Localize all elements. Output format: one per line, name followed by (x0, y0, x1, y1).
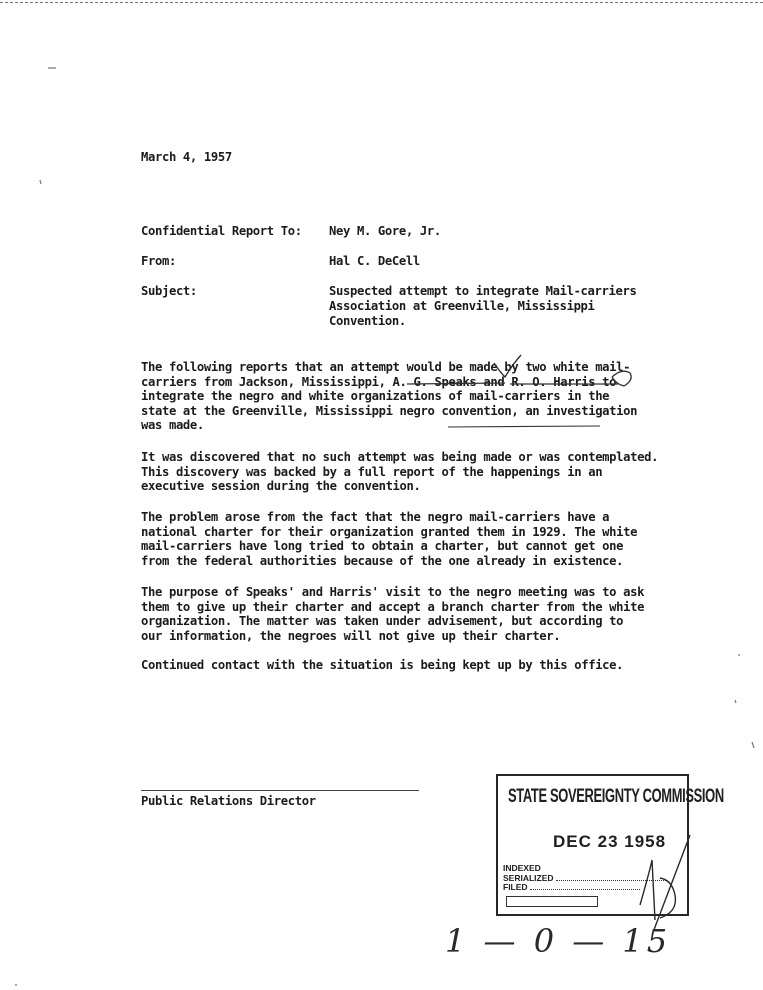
paragraph-2: It was discovered that no such attempt was being made or was contemplated. This discovery was backed by a full report of the happenings in an executive session during the convention. (141, 450, 659, 494)
subject-value: Suspected attempt to integrate Mail-carriers Association at Greenville, Mississippi Convention. (329, 284, 637, 328)
subject-label: Subject: (141, 284, 197, 298)
paragraph-5: Continued contact with the situation is being kept up by this office. (141, 658, 624, 672)
scan-specks (15, 68, 754, 985)
check-mark-1 (494, 355, 521, 377)
underline-speaks (407, 383, 505, 384)
stamp-title: STATE SOVEREIGNTY COMMISSION (508, 786, 724, 807)
paragraph-3: The problem arose from the fact that the negro mail-carriers have a national charter for their organization granted them in 1929. The white mail-carriers have long tried to obtain a charter, but cannot get one from the federal authorities because of the one already in existence. (141, 510, 638, 568)
to-label: Confidential Report To: (141, 224, 302, 238)
from-value: Hal C. DeCell (329, 254, 420, 268)
stamp-field-filed: FILED (503, 883, 666, 893)
from-label: From: (141, 254, 176, 268)
stamp-field-serialized: SERIALIZED (503, 874, 666, 884)
handwritten-file-number: 1 — 0 — 15 (445, 922, 672, 960)
paragraph-1: The following reports that an attempt would be made by two white mail- carriers from Jackson, Mississippi, A. G. Speaks and R. O. Harris to integrate the negro and white organizations of mail-carriers in the state at the Greenville, Mississippi negro convention, an investigation was made. (141, 360, 638, 433)
stamp-date: DEC 23 1958 (553, 832, 667, 851)
letter-date: March 4, 1957 (141, 150, 232, 164)
stamp-scribble (640, 835, 690, 935)
underline-mail-carriers (448, 426, 600, 427)
to-value: Ney M. Gore, Jr. (329, 224, 441, 238)
signature-title: Public Relations Director (141, 794, 316, 808)
stamp-field-indexed: INDEXED (503, 863, 541, 873)
paragraph-4: The purpose of Speaks' and Harris' visit to the negro meeting was to ask them to give up their charter and accept a branch charter from the white organization. The matter was taken under advisement, but according to our information, the negroes will not give up their charter. (141, 585, 645, 643)
